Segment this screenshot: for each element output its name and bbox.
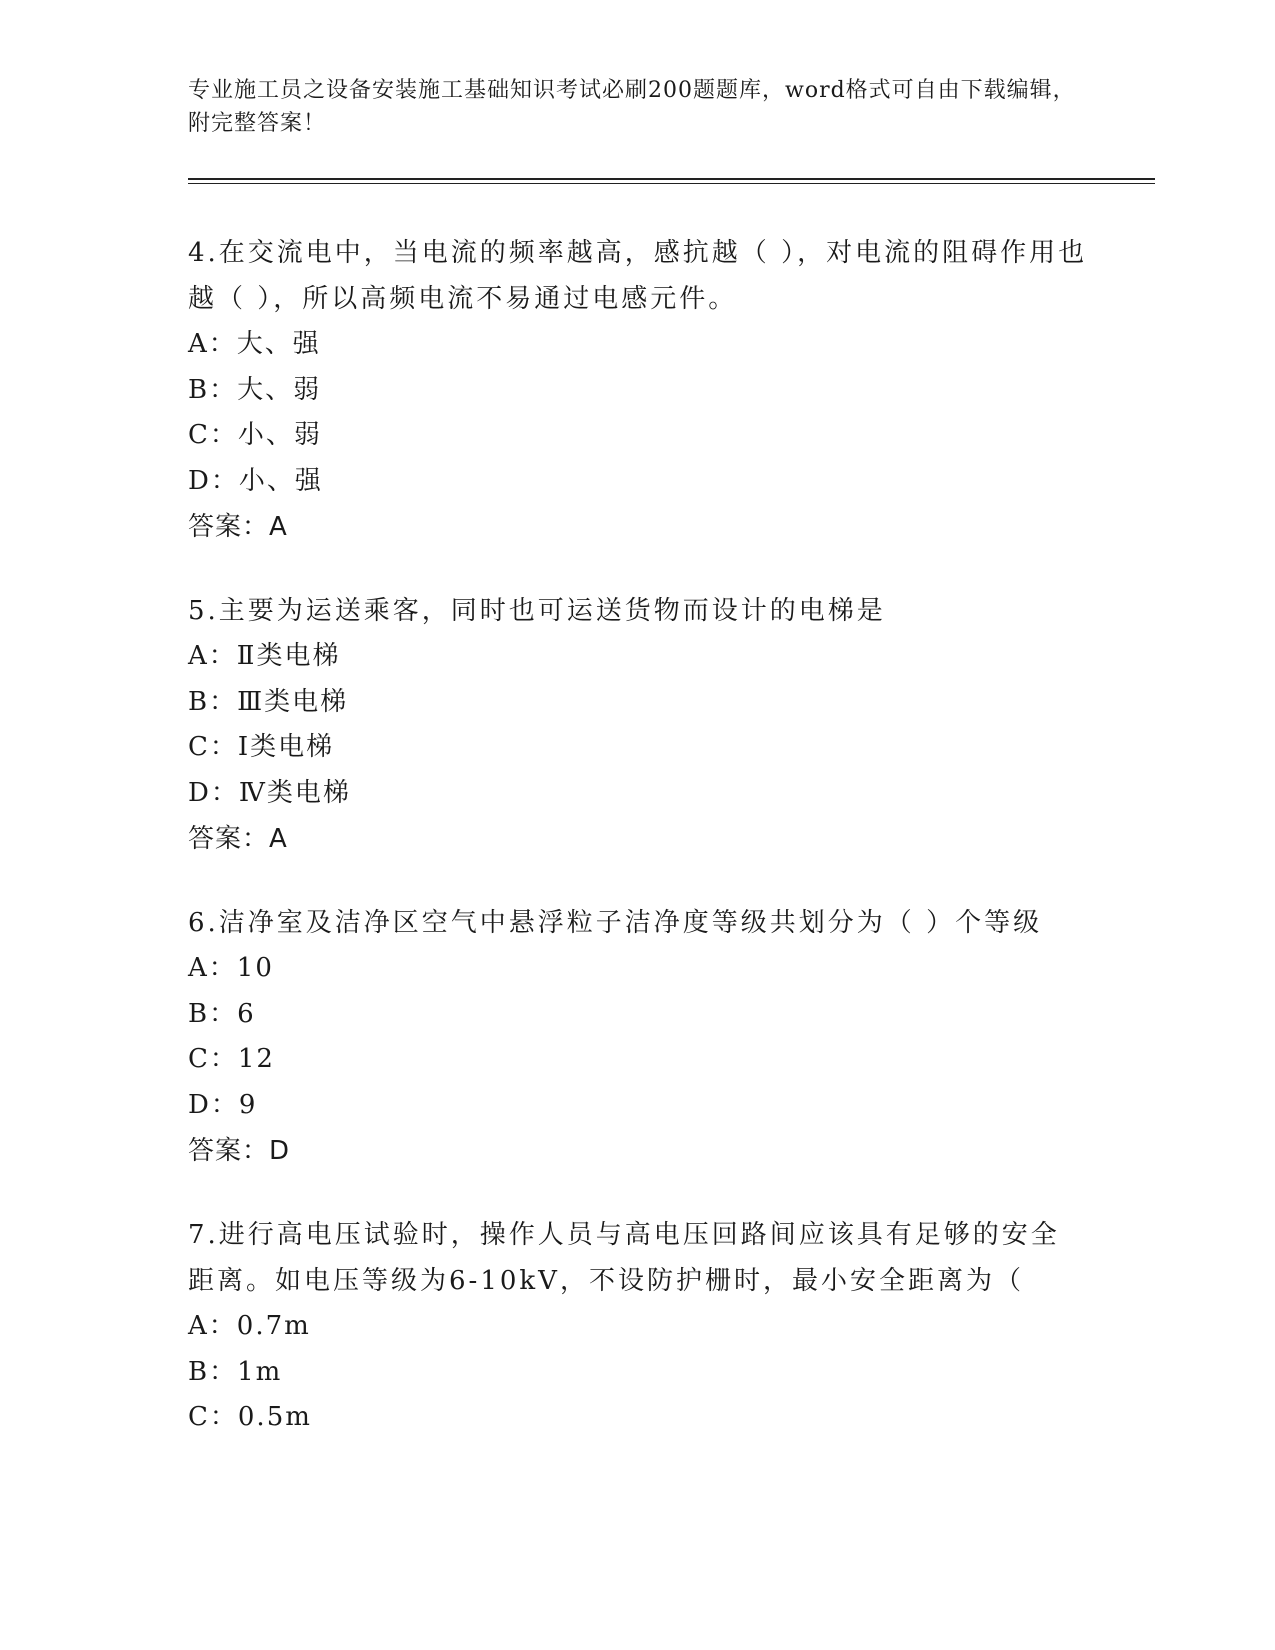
option-c: C：12 xyxy=(188,1044,275,1074)
question-text: 5.主要为运送乘客，同时也可运送货物而设计的电梯是 xyxy=(188,596,886,626)
option-d: D：9 xyxy=(188,1089,258,1120)
question-4 xyxy=(188,230,1088,550)
question-7 xyxy=(188,1212,1088,1441)
question-list xyxy=(188,230,1088,1479)
option-a: A：0.7m xyxy=(188,1311,311,1341)
option-b: B：Ⅲ类电梯 xyxy=(188,686,349,717)
option-a: A：Ⅱ类电梯 xyxy=(188,641,341,671)
question-5 xyxy=(188,588,1088,862)
document-header: 专业施工员之设备安装施工基础知识考试必刷200题题库，word格式可自由下载编辑，附完整答案！ xyxy=(188,78,1076,136)
option-d: D：Ⅳ类电梯 xyxy=(188,777,351,808)
option-c: C：小、弱 xyxy=(188,420,322,450)
option-d: D：小、强 xyxy=(188,465,323,496)
option-c: C：0.5m xyxy=(188,1402,312,1432)
question-6 xyxy=(188,900,1088,1174)
header-divider-thick xyxy=(188,178,1155,180)
question-text: 6.洁净室及洁净区空气中悬浮粒子洁净度等级共划分为（ ）个等级 xyxy=(188,908,1043,938)
answer: 答案：A xyxy=(188,512,288,542)
answer: 答案：A xyxy=(188,824,288,854)
question-text: 7.进行高电压试验时，操作人员与高电压回路间应该具有足够的安全距离。如电压等级为6-10kV，不设防护栅时，最小安全距离为（ xyxy=(188,1220,1060,1296)
option-a: A：大、强 xyxy=(188,329,321,359)
option-b: B：6 xyxy=(188,998,256,1029)
header-divider-thin xyxy=(188,183,1155,184)
option-a: A：10 xyxy=(188,953,274,983)
option-b: B：大、弱 xyxy=(188,374,322,405)
option-b: B：1m xyxy=(188,1356,283,1387)
option-c: C：Ⅰ类电梯 xyxy=(188,732,335,762)
answer: 答案：D xyxy=(188,1136,291,1166)
question-text: 4.在交流电中，当电流的频率越高，感抗越（ ），对电流的阻碍作用也越（ ），所以高频电流不易通过电感元件。 xyxy=(188,238,1088,314)
